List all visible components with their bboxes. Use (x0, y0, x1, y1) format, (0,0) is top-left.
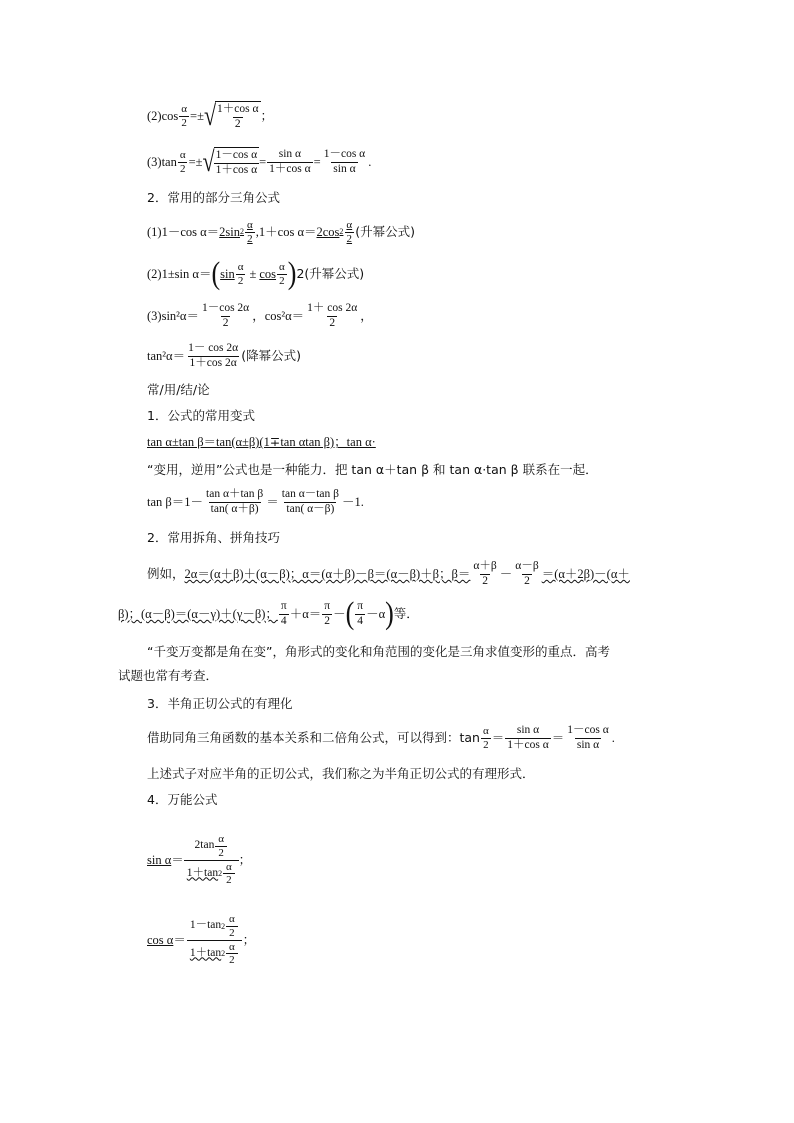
text-rational-form: 上述式子对应半角的正切公式，我们称之为半角正切公式的有理形式． (147, 766, 535, 781)
example-angle-split-1: 例如， 2α＝(α＋β)＋(α－β)；α＝(α＋β)－β＝(α－β)＋β；β＝ $\frac{\alpha+\beta}{2}$ － $\frac{\alpha-\beta}{2}$ ＝(α＋2β)－(α＋ (147, 560, 630, 587)
formula-raise-power-2: (2)1±sin α＝ ( sin $\frac{\alpha}{2}$ ± cos $\frac{\alpha}{2}$ ) 2(升幂公式) (147, 256, 365, 291)
text-angle-change-1: “千变万变都是角在变”，角形式的变化和角范围的变化是三角求值变形的重点．高考 (147, 644, 610, 659)
text-angle-change-2: 试题也常有考查． (118, 668, 219, 683)
example-angle-split-2: β)；(α－β)＝(α－γ)＋(γ－β)； $\frac{\pi}{4}$ ＋α＝ $\frac{\pi}{2}$ － ( $\frac{\pi}{4}$ －α ) 等． (118, 596, 419, 631)
formula-tan-sum-variant: tan α±tan β＝tan(α±β)(1∓tan αtan β)；tan α· (147, 435, 376, 449)
formula-universal-sin: sin α ＝ 2tan $\frac{\alpha}{2}$ 1＋tan 2 $\frac{\alpha}{2}$ ； (147, 833, 252, 887)
formula-tan-half: (3)tan $\frac{\alpha}{2}$ =± √ $\frac{\text{1－cos α}}{\text{1＋cos α}}$ = $\frac{\text{sin α}}{\text{1＋cos α}}$ = $\frac{\text{1－cos α}}{\text{sin α}}$ . (147, 145, 372, 178)
formula-lower-power-2: tan²α＝ $\frac{1- \cos 2\alpha}{1+\cos 2\alpha}$ (降幂公式) (147, 342, 301, 369)
formula-tan-beta: tan β＝1－ $\frac{\text{tan α＋tan β}}{\tan( \alpha+\beta)}$ ＝ $\frac{\text{tan α－tan β}}{\tan( \alpha-\beta)}$ －1. (147, 488, 364, 515)
common-conclusions-heading: 常/用/结/论 (147, 382, 210, 397)
text-variant-usage: “变用，逆用”公式也是一种能力．把 tan α＋tan β 和 tan α·tan β 联系在一起． (147, 462, 598, 477)
formula-universal-cos: cos α ＝ 1－tan 2 $\frac{\alpha}{2}$ 1＋tan 2 $\frac{\alpha}{2}$ ； (147, 913, 256, 967)
formula-lower-power-1: (3)sin²α＝ $\frac{1-\cos 2\alpha}{2}$ ，cos²α＝ $\frac{1+ \cos 2\alpha}{2}$ ， (147, 302, 373, 329)
section-heading-angle-techniques: 2．常用拆角、拼角技巧 (147, 530, 280, 545)
section-heading-universal-formula: 4．万能公式 (147, 792, 218, 807)
formula-cos-half: (2)cos $\frac{\alpha}{2}$ =± √ $\frac{\text{1＋cos α}}{2}$ ； (147, 99, 274, 132)
section-heading-half-angle-rational: 3．半角正切公式的有理化 (147, 696, 293, 711)
section-heading-common-variants: 1．公式的常用变式 (147, 408, 255, 423)
section-heading-2: 2．常用的部分三角公式 (147, 190, 280, 205)
formula-half-angle-rational: 借助同角三角函数的基本关系和二倍角公式，可以得到：tan $\frac{\alpha}{2}$ ＝ $\frac{\text{sin α}}{\text{1＋cos α}}$ ＝ $\frac{\text{1－cos α}}{\text{sin α}}$ . (147, 724, 615, 751)
formula-raise-power-1: (1)1－cos α＝ 2sin 2 $\frac{\alpha}{2}$ ,1＋cos α＝ 2cos 2 $\frac{\alpha}{2}$ (升幂公式) (147, 218, 415, 245)
